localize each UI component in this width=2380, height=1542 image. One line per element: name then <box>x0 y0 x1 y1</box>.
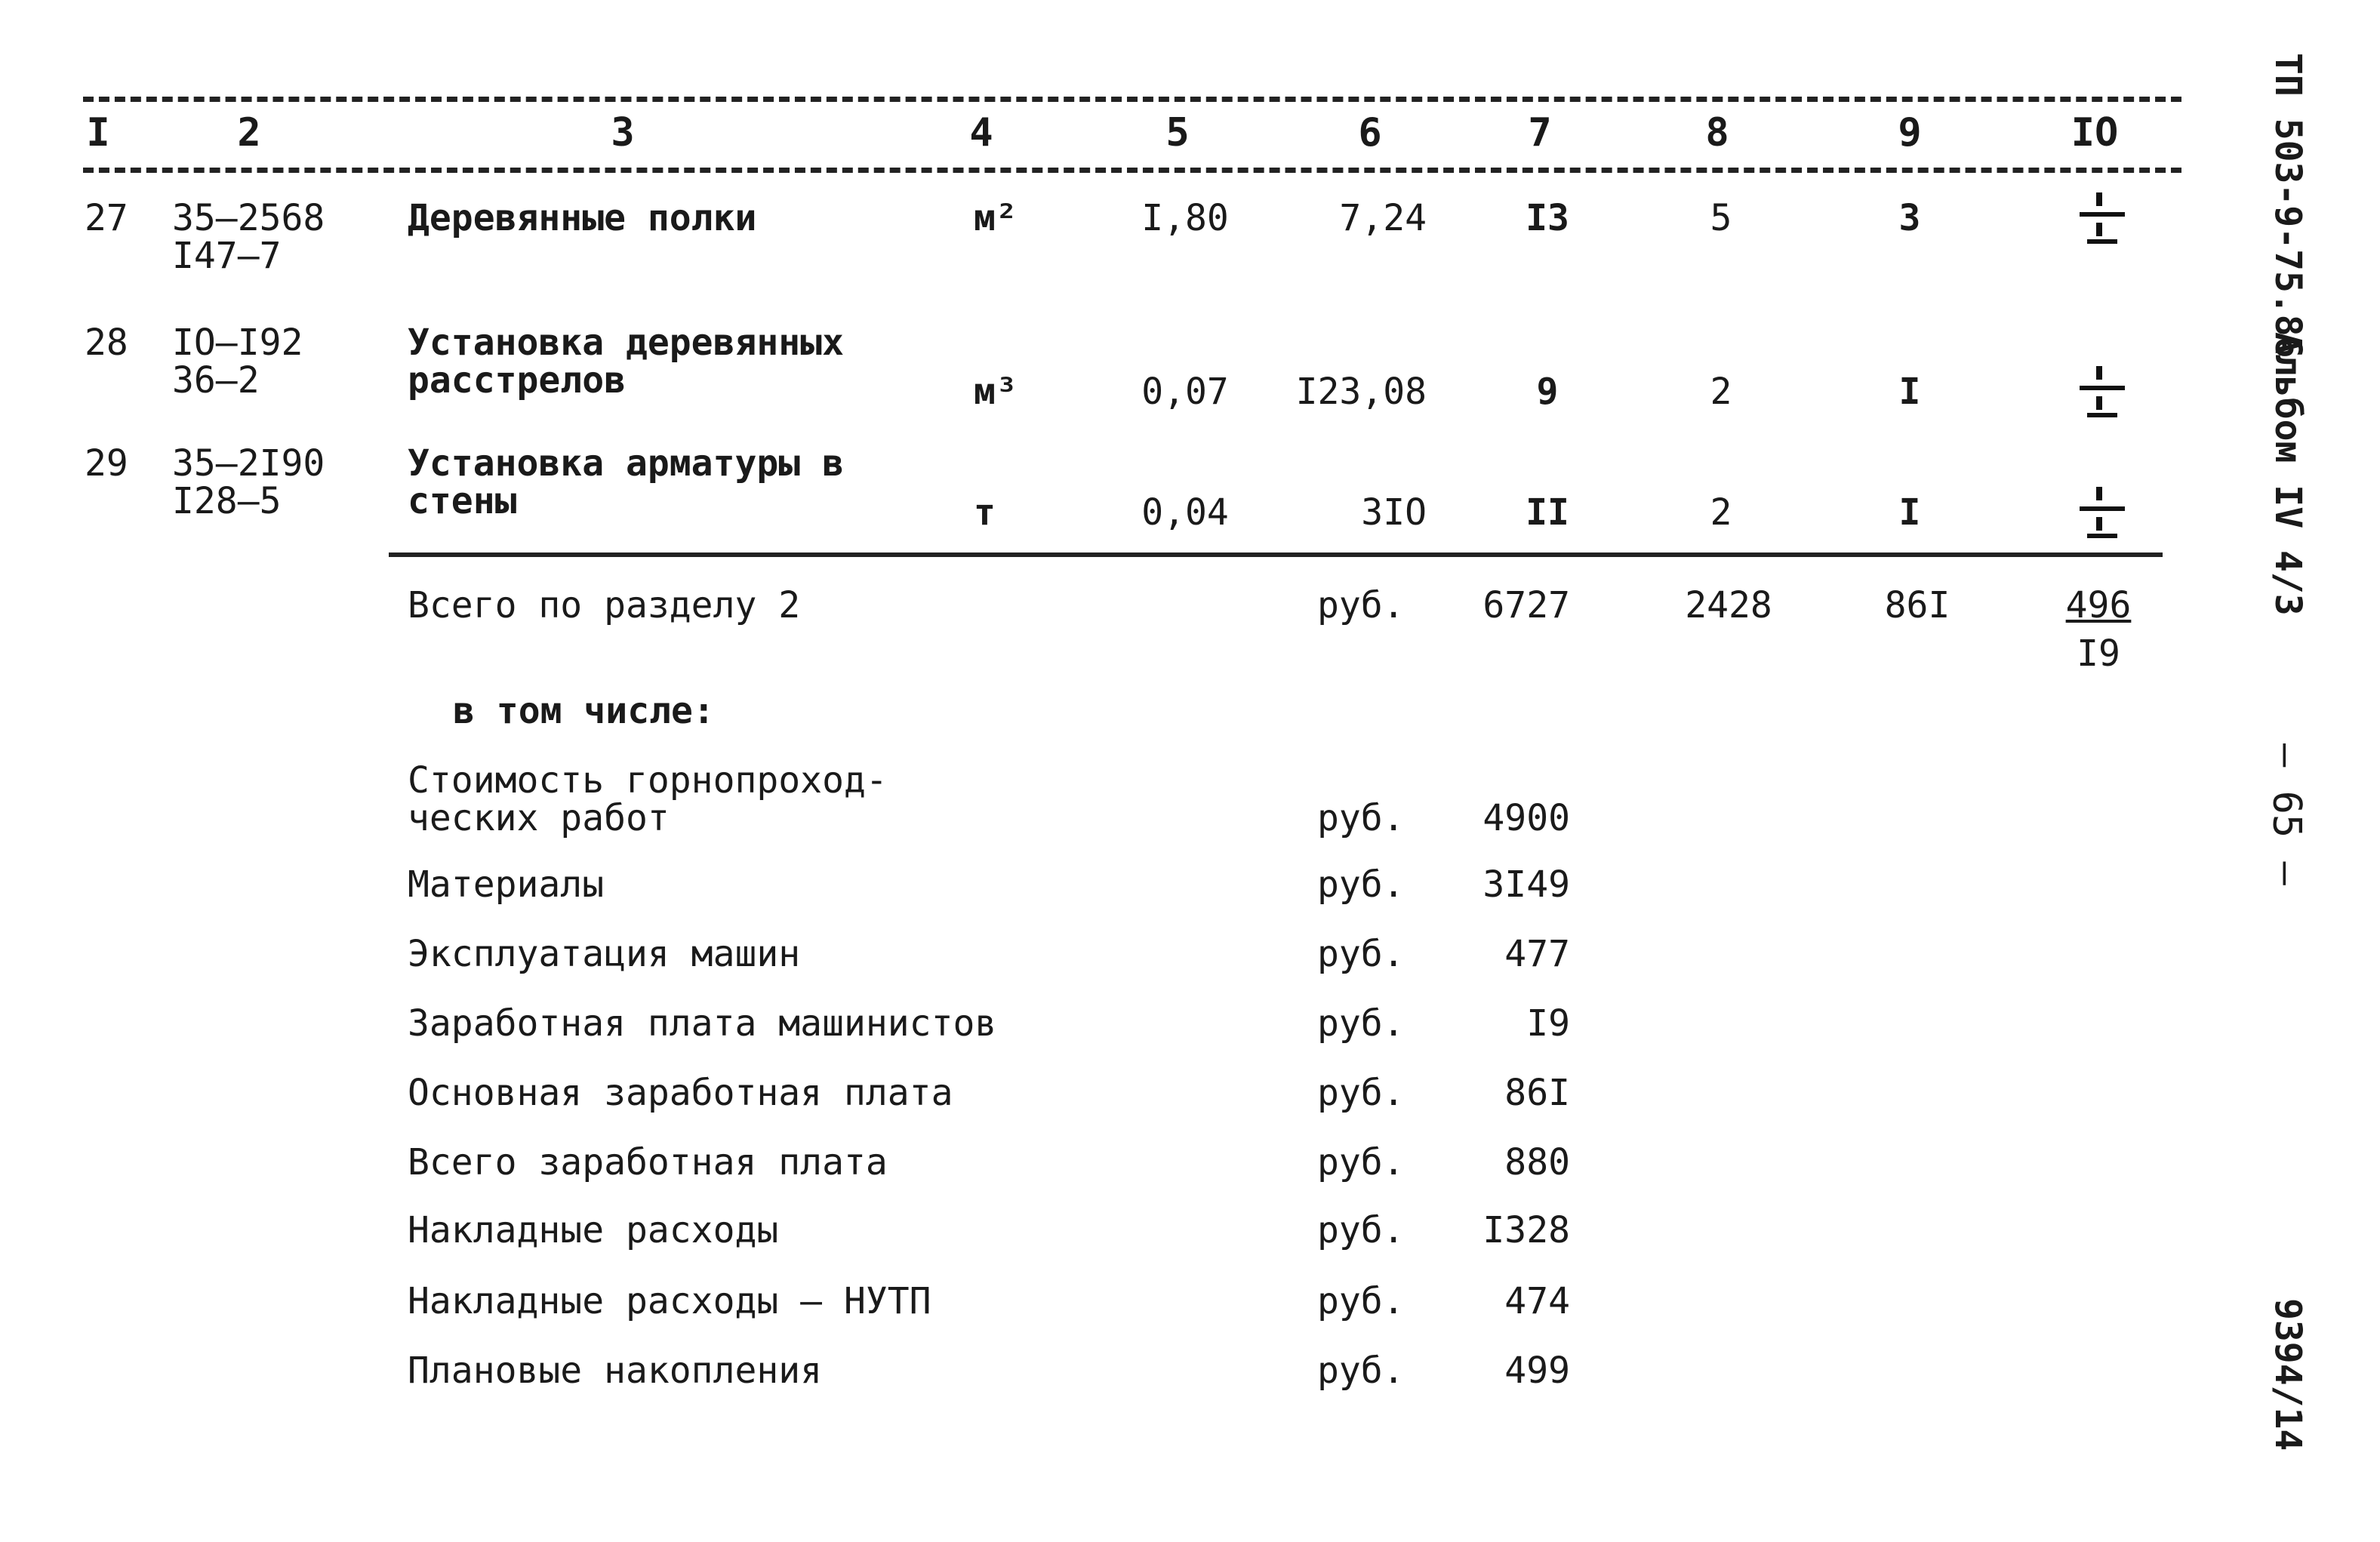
header-col-4: 4 <box>969 110 993 155</box>
row-name-1: Деревянные полки <box>408 197 757 239</box>
row-col7: I3 <box>1526 197 1569 239</box>
breakdown-unit: руб. <box>1317 1141 1405 1183</box>
row-number: 27 <box>85 197 128 239</box>
row-code-2: I28–5 <box>172 480 282 522</box>
breakdown-label-1: Стоимость горнопроход- <box>408 759 888 802</box>
row-number: 28 <box>85 322 128 364</box>
row-col8: 2 <box>1710 371 1732 413</box>
row-col9: I <box>1898 491 1921 534</box>
breakdown-unit: руб. <box>1317 933 1405 975</box>
breakdown-value: 3I49 <box>1482 863 1570 906</box>
breakdown-value: 4900 <box>1482 797 1570 839</box>
breakdown-unit: руб. <box>1317 1280 1405 1322</box>
breakdown-label-2: ческих работ <box>408 797 670 839</box>
header-col-7: 7 <box>1528 110 1552 155</box>
row-name-1: Установка деревянных <box>408 322 844 364</box>
section-rule <box>389 552 2163 557</box>
row-qty: I,80 <box>1141 197 1229 239</box>
breakdown-value: I328 <box>1482 1209 1570 1251</box>
archive-number: 9394/14 <box>2267 1298 2309 1451</box>
total-col8: 2428 <box>1685 584 1772 626</box>
header-col-2: 2 <box>237 110 261 155</box>
breakdown-label-1: Накладные расходы – НУТП <box>408 1280 931 1322</box>
breakdown-label-1: Всего заработная плата <box>408 1141 888 1183</box>
row-unit: т <box>974 491 996 534</box>
breakdown-unit: руб. <box>1317 1209 1405 1251</box>
row-code-1: 35–2568 <box>172 197 325 239</box>
total-col9: 86I <box>1884 584 1950 626</box>
row-unit: м³ <box>974 371 1018 413</box>
header-bottom-rule <box>83 168 2181 173</box>
total-col10-bottom: I9 <box>2077 632 2120 675</box>
total-unit: руб. <box>1317 584 1405 626</box>
breakdown-value: 499 <box>1504 1350 1570 1392</box>
row-price: 7,24 <box>1339 197 1427 239</box>
header-col-10: IO <box>2071 110 2119 155</box>
row-col7: 9 <box>1536 371 1559 413</box>
breakdown-value: 880 <box>1504 1141 1570 1183</box>
breakdown-label-1: Основная заработная плата <box>408 1072 953 1114</box>
row-price: I23,08 <box>1295 371 1427 413</box>
header-col-9: 9 <box>1898 110 1922 155</box>
row-name-2: стены <box>408 480 517 522</box>
header-col-8: 8 <box>1705 110 1729 155</box>
row-code-2: I47–7 <box>172 235 282 277</box>
row-qty: 0,04 <box>1141 491 1229 534</box>
doc-code-label: ТП 503-9-75.86 <box>2267 53 2309 359</box>
row-col7: II <box>1526 491 1569 534</box>
header-col-5: 5 <box>1165 110 1190 155</box>
breakdown-value: I9 <box>1526 1002 1570 1045</box>
row-code-2: 36–2 <box>172 359 260 402</box>
empty-cell-mark <box>2080 366 2125 419</box>
row-col9: 3 <box>1898 197 1921 239</box>
breakdown-value: 474 <box>1504 1280 1570 1322</box>
row-code-1: IO–I92 <box>172 322 303 364</box>
empty-cell-mark <box>2080 192 2125 245</box>
row-name-1: Установка арматуры в <box>408 442 844 485</box>
breakdown-label-1: Эксплуатация машин <box>408 933 801 975</box>
row-price: 3IO <box>1361 491 1427 534</box>
album-label: Альбом IV 4/3 <box>2267 332 2309 616</box>
header-col-1: I <box>86 110 110 155</box>
breakdown-unit: руб. <box>1317 1072 1405 1114</box>
total-col10-top: 496 <box>2065 584 2132 626</box>
header-col-3: 3 <box>611 110 635 155</box>
breakdown-unit: руб. <box>1317 1350 1405 1392</box>
breakdown-value: 86I <box>1504 1072 1570 1114</box>
row-name-2: расстрелов <box>408 359 626 402</box>
empty-cell-mark <box>2080 487 2125 540</box>
total-label: Всего по разделу 2 <box>408 584 801 626</box>
row-unit: м² <box>974 197 1018 239</box>
including-label: в том числе: <box>453 690 715 732</box>
breakdown-label-1: Накладные расходы <box>408 1209 779 1251</box>
row-qty: 0,07 <box>1141 371 1229 413</box>
row-number: 29 <box>85 442 128 485</box>
row-col8: 2 <box>1710 491 1732 534</box>
breakdown-value: 477 <box>1504 933 1570 975</box>
breakdown-label-1: Материалы <box>408 863 605 906</box>
breakdown-label-1: Плановые накопления <box>408 1350 823 1392</box>
header-col-6: 6 <box>1358 110 1382 155</box>
breakdown-unit: руб. <box>1317 863 1405 906</box>
row-col9: I <box>1898 371 1921 413</box>
total-col7: 6727 <box>1482 584 1570 626</box>
header-top-rule <box>83 97 2181 102</box>
breakdown-label-1: Заработная плата машинистов <box>408 1002 997 1045</box>
breakdown-unit: руб. <box>1317 797 1405 839</box>
row-code-1: 35–2I90 <box>172 442 325 485</box>
page-number: – 65 – <box>2264 743 2309 885</box>
breakdown-unit: руб. <box>1317 1002 1405 1045</box>
row-col8: 5 <box>1710 197 1732 239</box>
